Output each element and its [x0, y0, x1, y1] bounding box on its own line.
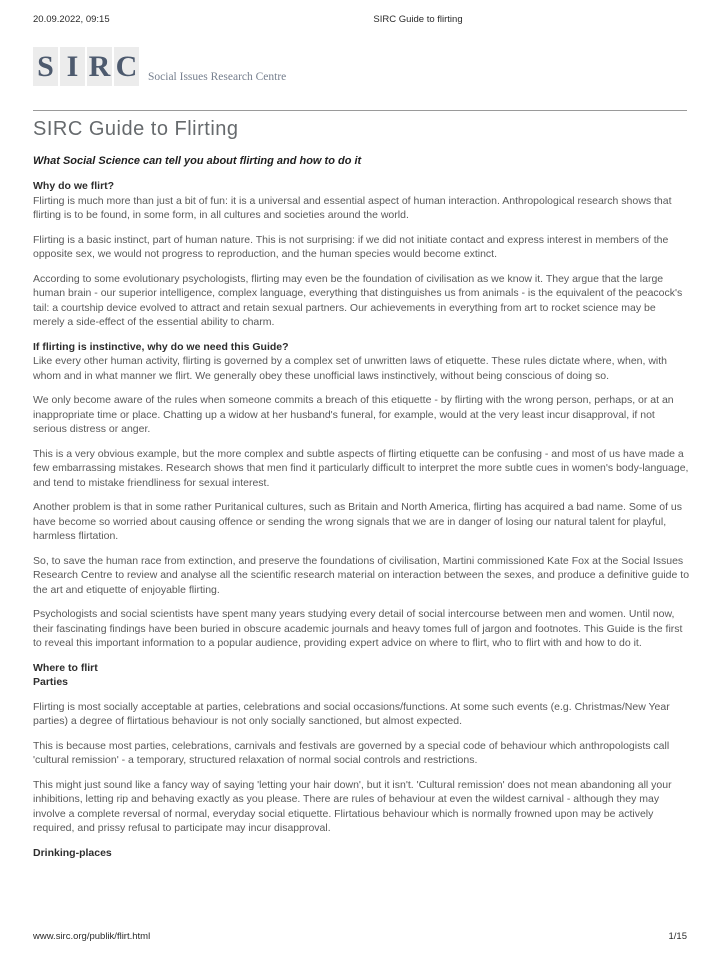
content-block	[33, 179, 690, 223]
content-block	[33, 272, 690, 330]
content-block	[33, 340, 690, 384]
section-heading: If flirting is instinctive, why do we need this Guide?	[33, 340, 289, 353]
logo-letter: S	[33, 47, 58, 86]
content-block	[33, 607, 690, 651]
paragraph: Psychologists and social scientists have spent many years studying every detail of social intercourse between men and women. Until now, their fascinating findings have been buried in obscure academic journals and heavy tomes full of jargon and footnotes. This Guide is the first to reveal this important information to a popular audience, providing expert advice on where to flirt, who to flirt with and how to do it.	[33, 608, 683, 649]
print-datetime: 20.09.2022, 09:15	[33, 14, 110, 25]
page-title: SIRC Guide to Flirting	[33, 118, 239, 140]
logo-letter: C	[114, 47, 139, 86]
paragraph: This might just sound like a fancy way of saying 'letting your hair down', but it isn't. 'Cultural remission' does not mean abandoning all your inhibitions, letting rip and behaving exactly as you please. There are rules of behaviour at even the wildest carnival - although they may involve a complete reversal of normal, everyday social etiquette. Flirtatious behaviour which is normally frowned upon may be actively required, and prissy refusal to participate may incur disapproval.	[33, 778, 672, 834]
content-block	[33, 393, 690, 437]
paragraph: We only become aware of the rules when someone commits a breach of this etiquette - by flirting with the wrong person, perhaps, or at an inappropriate time or place. Chatting up a widow at her husband's funeral, for example, would at the very least incur disapproval, if not serious distress or anger.	[33, 394, 674, 435]
logo-tagline: Social Issues Research Centre	[148, 71, 287, 83]
section-heading: Where to flirt	[33, 661, 98, 674]
content-block	[33, 500, 690, 544]
article	[33, 117, 690, 870]
paragraph: Flirting is most socially acceptable at parties, celebrations and social occasions/functions. At some such events (e.g. Christmas/New Year parties) a degree of flirtatious behaviour is not only socially sanctioned, but almost expected.	[33, 700, 670, 727]
section-heading: Drinking-places	[33, 846, 112, 859]
content-block	[33, 661, 690, 690]
paragraph: Another problem is that in some rather Puritanical cultures, such as Britain and North America, flirting has acquired a bad name. Some of us have become so worried about causing offence or sending the wrong signals that we are in danger of losing our natural talent for playful, harmless flirtation.	[33, 501, 682, 542]
header-divider	[33, 110, 687, 111]
content-block	[33, 554, 690, 598]
logo-letter: R	[87, 47, 112, 86]
sirc-logo	[33, 47, 286, 86]
content-block	[33, 447, 690, 491]
paragraph: Flirting is much more than just a bit of fun: it is a universal and essential aspect of human interaction. Anthropological research shows that flirting is to be found, in some form, in all cultures and societies around the world.	[33, 194, 672, 221]
section-heading: Parties	[33, 676, 69, 688]
section-heading: Why do we flirt?	[33, 180, 115, 192]
print-doc-title: SIRC Guide to flirting	[373, 14, 463, 25]
article-body	[33, 179, 690, 860]
content-block	[33, 700, 690, 729]
content-block	[33, 739, 690, 768]
paragraph: Flirting is a basic instinct, part of human nature. This is not surprising: if we did not initiate contact and express interest in members of the opposite sex, we would not progress to reproduction, and the human species would become extinct.	[33, 233, 669, 260]
logo-letter: I	[60, 47, 85, 86]
paragraph: This is a very obvious example, but the more complex and subtle aspects of flirting etiquette can be confusing - and most of us have made a few embarrassing mistakes. Research shows that men find it particularly difficult to interpret the more subtle cues in women's body-language, and tend to mistake friendliness for sexual interest.	[33, 447, 689, 489]
print-header	[33, 14, 687, 28]
content-block	[33, 778, 690, 836]
paragraph: Like every other human activity, flirting is governed by a complex set of unwritten laws of etiquette. These rules dictate where, when, with whom and in what manner we flirt. We generally obey these unofficial laws instinctively, without being conscious of doing so.	[33, 355, 668, 382]
paragraph: According to some evolutionary psychologists, flirting may even be the foundation of civilisation as we know it. They argue that the large human brain - our superior intelligence, complex language, everything that distinguishes us from animals - is the equivalent of the peacock's tail: a courtship device evolved to attract and retain sexual partners. Our achievements in everything from art to rocket science may be merely a side-effect of the essential ability to charm.	[33, 272, 683, 328]
content-block	[33, 233, 690, 262]
paragraph: So, to save the human race from extinction, and preserve the foundations of civilisation, Martini commissioned Kate Fox at the Social Issues Research Centre to review and analyse all the scientific research material on interaction between the sexes, and produce a definitive guide to the art and etiquette of enjoyable flirting.	[33, 554, 690, 596]
article-subtitle: What Social Science can tell you about flirting and how to do it	[33, 155, 362, 167]
content-block	[33, 846, 690, 861]
print-footer	[33, 931, 687, 942]
source-url: www.sirc.org/publik/flirt.html	[33, 931, 151, 942]
paragraph: This is because most parties, celebrations, carnivals and festivals are governed by a special code of behaviour which anthropologists call 'cultural remission' - a temporary, structured relaxation of normal social controls and restrictions.	[33, 739, 670, 766]
sirc-logo-letters	[33, 47, 139, 86]
page-number: 1/15	[668, 931, 687, 942]
